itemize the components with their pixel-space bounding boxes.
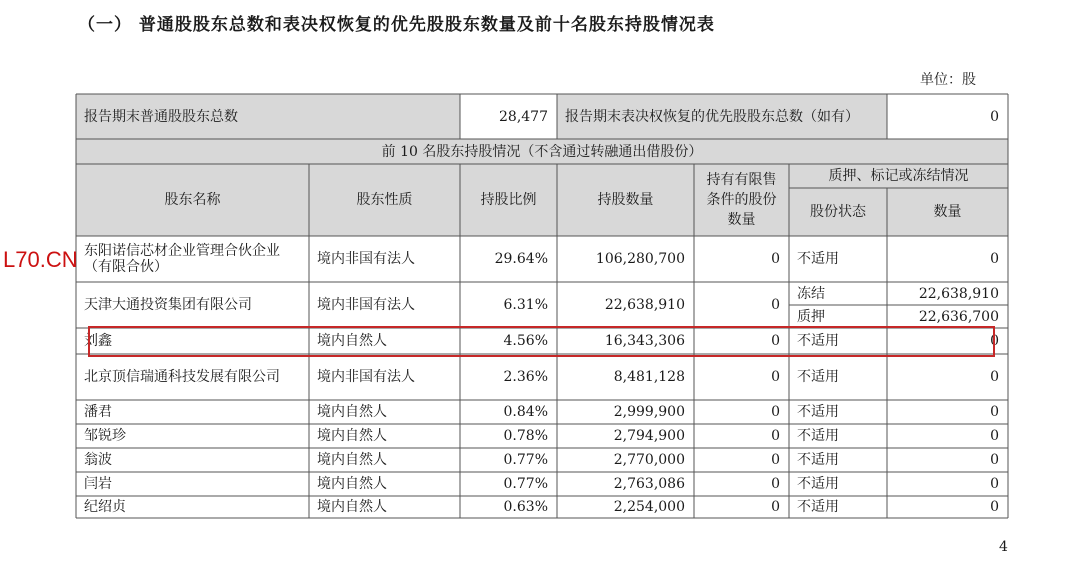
row-nature: 境内自然人 — [317, 476, 387, 492]
row-restricted: 0 — [771, 333, 780, 349]
row-status: 不适用 — [797, 476, 839, 492]
row-status: 不适用 — [797, 251, 839, 267]
row-restricted: 0 — [771, 251, 780, 267]
row-quantity: 22,638,910 — [604, 297, 685, 313]
preferred-holders-label: 报告期末表决权恢复的优先股股东总数（如有） — [565, 108, 859, 125]
row-restricted: 0 — [771, 404, 780, 420]
row-ratio: 29.64% — [494, 251, 548, 267]
row-name: 刘鑫 — [84, 333, 112, 349]
row-name: 纪绍贞 — [84, 499, 126, 515]
header-nature: 股东性质 — [356, 192, 413, 208]
row-status: 质押 — [797, 308, 825, 325]
unit-label: 单位：股 — [920, 72, 976, 88]
row-name: 天津大通投资集团有限公司 — [84, 297, 252, 313]
common-holders-label: 报告期末普通股股东总数 — [84, 108, 238, 125]
highlight-box — [88, 326, 995, 357]
row-status: 不适用 — [797, 452, 839, 468]
row-amount: 0 — [990, 251, 999, 267]
section-title: 前 10 名股东持股情况（不含通过转融通出借股份） — [381, 143, 703, 160]
row-quantity: 16,343,306 — [604, 333, 685, 349]
row-amount: 0 — [990, 369, 999, 385]
header-amount: 数量 — [933, 204, 962, 220]
page-title: （一） 普通股股东总数和表决权恢复的优先股股东数量及前十名股东持股情况表 — [78, 15, 715, 35]
row-ratio: 0.77% — [503, 476, 548, 492]
row-amount: 0 — [990, 333, 999, 349]
row-ratio: 0.63% — [503, 499, 548, 515]
header-status: 股份状态 — [810, 204, 866, 220]
row-ratio: 2.36% — [503, 369, 548, 385]
row-quantity: 2,763,086 — [613, 476, 685, 492]
row-quantity: 2,254,000 — [613, 499, 685, 515]
row-name: 邹锐珍 — [84, 428, 126, 444]
row-quantity: 106,280,700 — [595, 251, 685, 267]
row-nature: 境内自然人 — [317, 452, 387, 468]
row-ratio: 0.77% — [503, 452, 548, 468]
row-status: 不适用 — [797, 369, 839, 385]
header-quantity: 持股数量 — [597, 192, 654, 208]
row-amount: 22,636,700 — [918, 308, 999, 325]
row-nature: 境内非国有法人 — [317, 297, 415, 313]
row-restricted: 0 — [771, 476, 780, 492]
row-restricted: 0 — [771, 499, 780, 515]
row-amount: 0 — [990, 452, 999, 468]
row-quantity: 8,481,128 — [613, 369, 685, 385]
row-status: 不适用 — [797, 404, 839, 420]
row-status: 不适用 — [797, 333, 839, 349]
row-nature: 境内非国有法人 — [317, 369, 415, 385]
row-ratio: 0.84% — [503, 404, 548, 420]
row-amount: 0 — [990, 476, 999, 492]
row-ratio: 6.31% — [503, 297, 548, 313]
row-nature: 境内自然人 — [317, 499, 387, 515]
row-name: 闫岩 — [84, 476, 112, 492]
header-restricted: 持有有限售条件的股份数量 — [706, 172, 777, 228]
row-restricted: 0 — [771, 428, 780, 444]
watermark: L70.CN — [3, 247, 78, 272]
row-quantity: 2,794,900 — [613, 428, 685, 444]
header-ratio: 持股比例 — [480, 192, 537, 208]
row-amount: 0 — [990, 428, 999, 444]
preferred-holders-value: 0 — [990, 108, 999, 125]
row-status: 不适用 — [797, 428, 839, 444]
row-name: 潘君 — [84, 404, 112, 420]
row-restricted: 0 — [771, 297, 780, 313]
header-name: 股东名称 — [164, 192, 221, 208]
row-nature: 境内自然人 — [317, 333, 387, 349]
row-quantity: 2,770,000 — [613, 452, 685, 468]
row-name: 翁波 — [84, 452, 112, 468]
row-name: 北京顶信瑞通科技发展有限公司 — [84, 369, 280, 385]
row-amount: 0 — [990, 404, 999, 420]
row-nature: 境内自然人 — [317, 404, 387, 420]
row-ratio: 4.56% — [503, 333, 548, 349]
row-amount: 22,638,910 — [918, 285, 999, 302]
row-restricted: 0 — [771, 452, 780, 468]
header-pledge: 质押、标记或冻结情况 — [828, 168, 969, 184]
row-status: 冻结 — [797, 285, 825, 302]
row-nature: 境内非国有法人 — [317, 251, 415, 267]
page-number: 4 — [999, 539, 1008, 555]
row-ratio: 0.78% — [503, 428, 548, 444]
row-amount: 0 — [990, 499, 999, 515]
common-holders-value: 28,477 — [499, 108, 548, 125]
row-restricted: 0 — [771, 369, 780, 385]
row-nature: 境内自然人 — [317, 428, 387, 444]
row-name: 东阳诺信芯材企业管理合伙企业（有限合伙） — [84, 243, 280, 275]
row-status: 不适用 — [797, 499, 839, 515]
row-quantity: 2,999,900 — [613, 404, 685, 420]
